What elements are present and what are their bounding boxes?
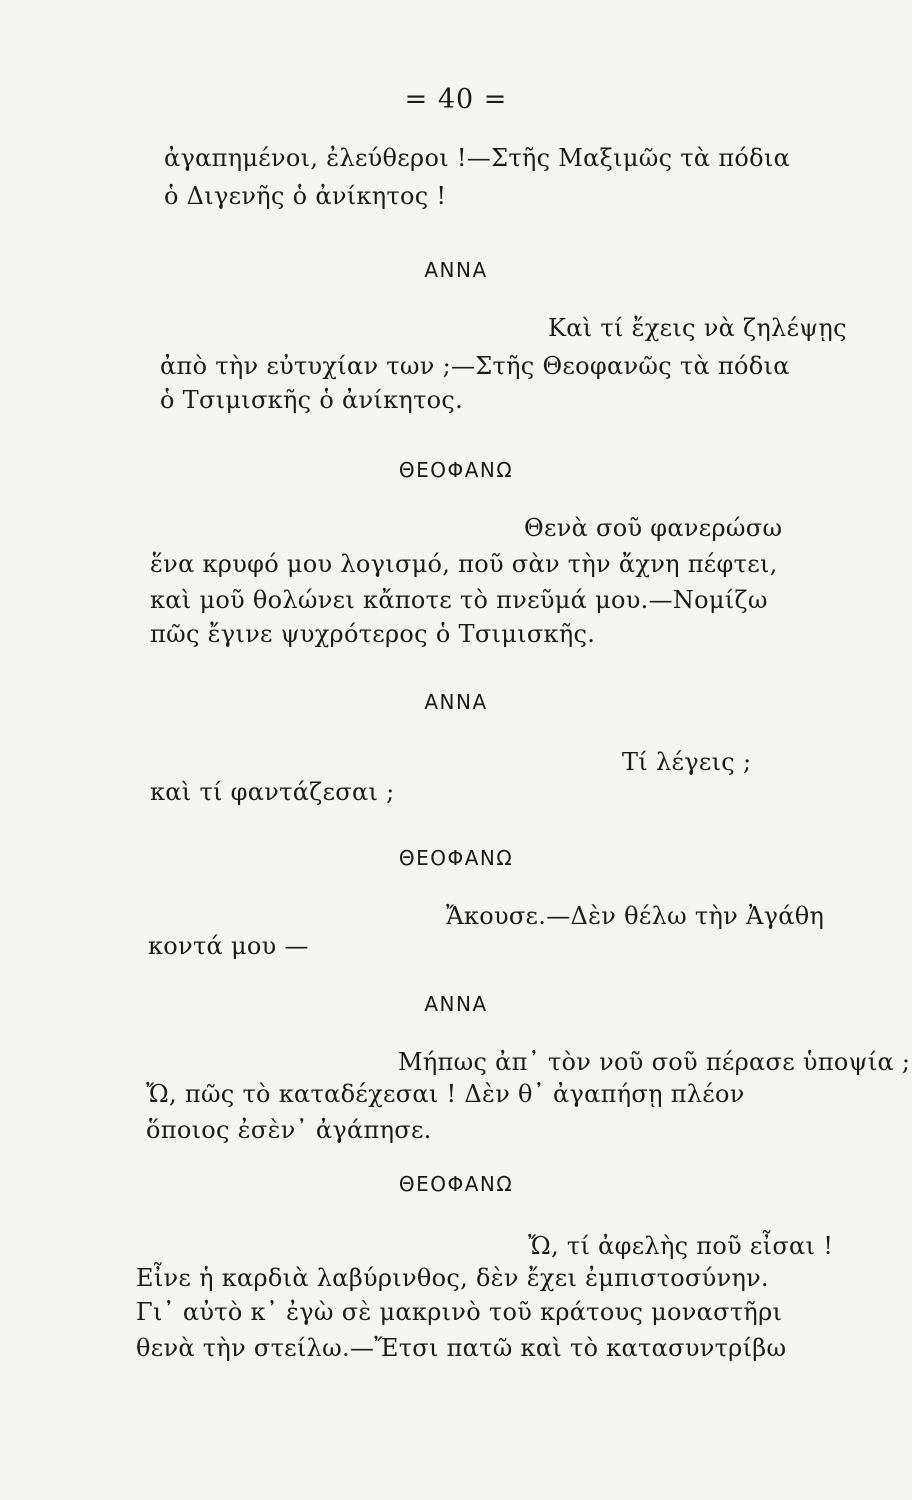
text-line: καὶ μοῦ θολώνει κἄποτε τὸ πνεῦμά μου.—Νομίζω [150, 586, 768, 614]
text-line: Ὤ, τί ἀφελὴς ποῦ εἶσαι ! [528, 1232, 834, 1260]
text-line: Καὶ τί ἔχεις νὰ ζηλέψῃς [548, 314, 847, 342]
speaker-name: ΘΕΟΦΑΝΩ [398, 846, 514, 870]
text-line: θενὰ τὴν στείλω.—Ἔτσι πατῶ καὶ τὸ κατασυντρίβω [136, 1334, 787, 1362]
text-line: Εἶνε ἡ καρδιὰ λαβύρινθος, δὲν ἔχει ἐμπιστοσύνην. [136, 1264, 769, 1292]
text-line: Μήπως ἀπ᾽ τὸν νοῦ σοῦ πέρασε ὑποψία ; [398, 1048, 911, 1076]
text-line: Ὤ, πῶς τὸ καταδέχεσαι ! Δὲν θ᾽ ἀγαπήσῃ πλέον [146, 1080, 745, 1108]
text-line: ἕνα κρυφό μου λογισμό, ποῦ σὰν τὴν ἄχνη πέφτει, [150, 550, 778, 578]
speaker-name: ΑΝΝΑ [424, 258, 488, 282]
text-line: κοντά μου — [148, 932, 309, 960]
text-line: ἀπὸ τὴν εὐτυχίαν των ;—Στῆς Θεοφανῶς τὰ πόδια [160, 352, 790, 380]
speaker-name: ΘΕΟΦΑΝΩ [398, 1172, 514, 1196]
text-line: ὁ Τσιμισκῆς ὁ ἀνίκητος. [160, 386, 464, 414]
text-line: ὅποιος ἐσὲν᾽ ἀγάπησε. [146, 1116, 432, 1144]
speaker-name: ΘΕΟΦΑΝΩ [398, 458, 514, 482]
text-line: Τί λέγεις ; [622, 748, 752, 776]
speaker-name: ΑΝΝΑ [424, 690, 488, 714]
text-line: πῶς ἔγινε ψυχρότερος ὁ Τσιμισκῆς. [150, 620, 596, 648]
text-line: Γι᾽ αὐτὸ κ᾽ ἐγὼ σὲ μακρινὸ τοῦ κράτους μοναστῆρι [136, 1298, 783, 1326]
text-line: Θενὰ σοῦ φανερώσω [524, 514, 783, 542]
text-line: ὁ Διγενῆς ὁ ἀνίκητος ! [164, 182, 447, 210]
page-number: = 40 = [404, 84, 508, 115]
text-line: Ἄκουσε.—Δὲν θέλω τὴν Ἀγάθη [446, 902, 825, 930]
text-line: ἀγαπημένοι, ἐλεύθεροι !—Στῆς Μαξιμῶς τὰ πόδια [164, 144, 791, 172]
speaker-name: ΑΝΝΑ [424, 992, 488, 1016]
text-line: καὶ τί φαντάζεσαι ; [150, 778, 395, 806]
